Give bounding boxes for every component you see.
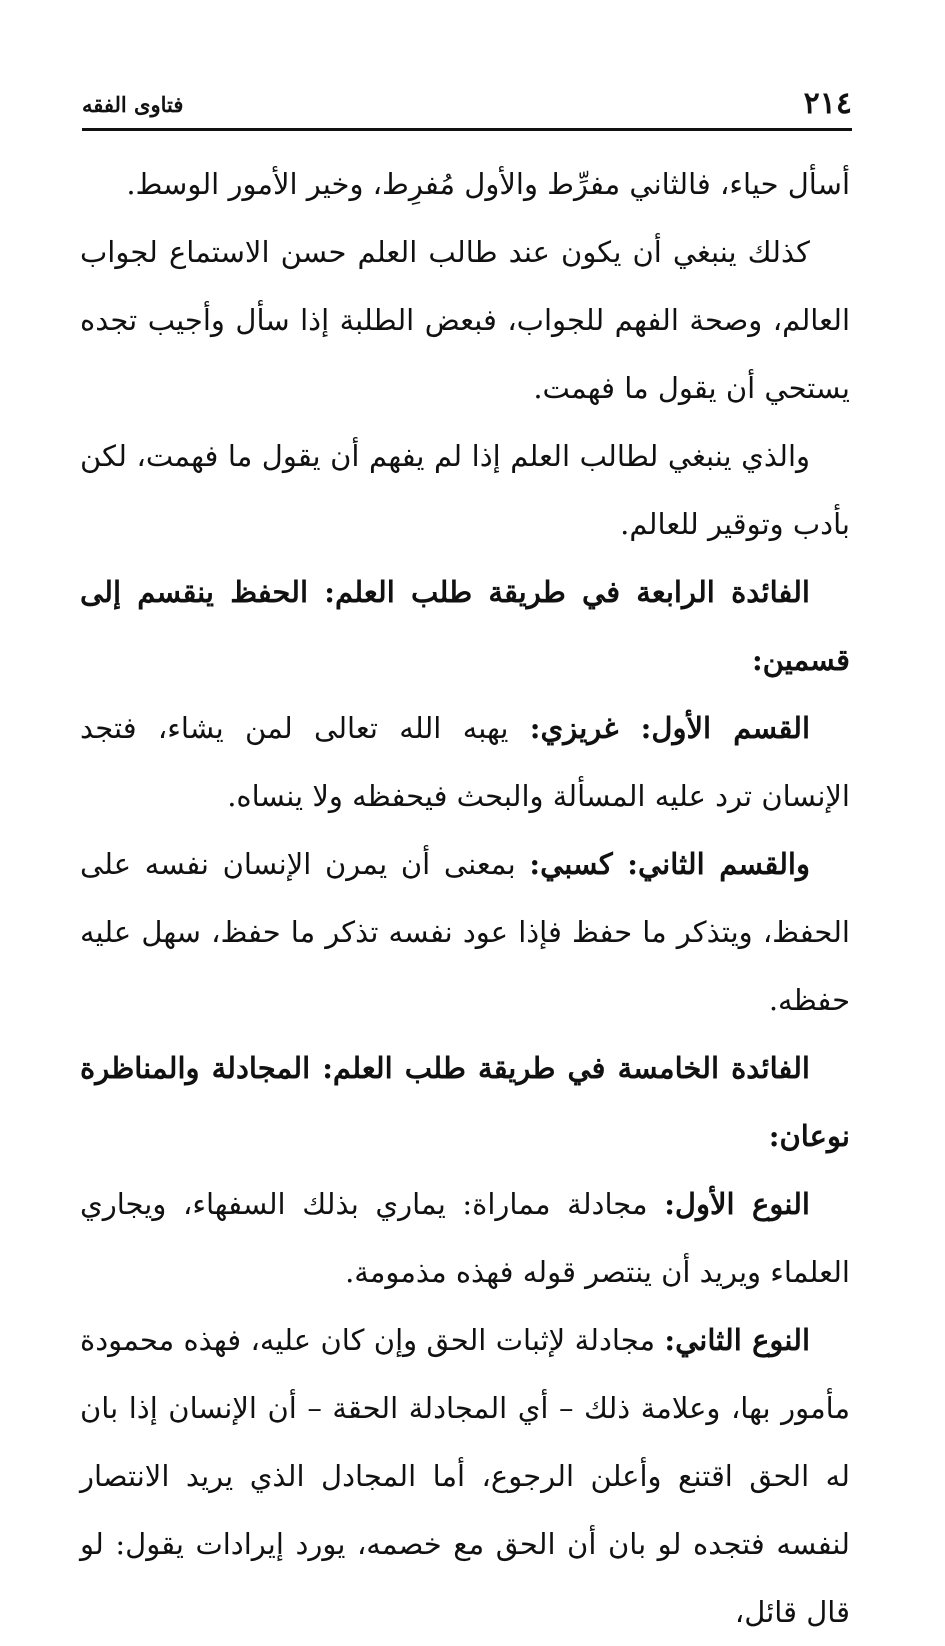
- paragraph: [80, 1170, 850, 1306]
- heading-text: الفائدة الخامسة في طريقة طلب العلم: المجادلة والمناظرة نوعان:: [80, 1051, 850, 1153]
- paragraph-text: يهبه الله تعالى لمن يشاء، فتجد الإنسان ترد عليه المسألة والبحث فيحفظه ولا ينساه.: [80, 711, 850, 813]
- paragraph: [80, 218, 850, 422]
- paragraph-lead: القسم الأول: غريزي:: [529, 711, 811, 745]
- paragraph-continuation: [80, 150, 850, 218]
- body-text: [80, 150, 850, 1646]
- section-heading-benefit-4: [80, 558, 850, 694]
- paragraph-lead: النوع الأول:: [664, 1187, 810, 1221]
- section-heading-benefit-5: [80, 1034, 850, 1170]
- page-number: ٢١٤: [803, 86, 852, 121]
- paragraph: [80, 422, 850, 558]
- header-divider: [82, 128, 852, 131]
- heading-text: الفائدة الرابعة في طريقة طلب العلم: الحفظ ينقسم إلى قسمين:: [80, 575, 850, 677]
- paragraph: [80, 830, 850, 1034]
- paragraph-lead: والقسم الثاني: كسبي:: [529, 847, 810, 881]
- page-header: [82, 86, 852, 126]
- paragraph-text: كذلك ينبغي أن يكون عند طالب العلم حسن الاستماع لجواب العالم، وصحة الفهم للجواب، فبعض الطلبة إذا سأل وأجيب تجده يستحي أن يقول ما فهمت.: [80, 235, 850, 405]
- running-title: فتاوى الفقه: [82, 92, 184, 117]
- paragraph-text: مجادلة لإثبات الحق وإن كان عليه، فهذه محمودة مأمور بها، وعلامة ذلك – أي المجادلة الحقة – أن الإنسان إذا بان له الحق اقتنع وأعلن الرجوع، أما المجادل الذي يريد الانتصار لنفسه فتجده لو بان أن الحق مع خصمه، يورد إيرادات يقول: لو قال قائل،: [80, 1323, 850, 1629]
- paragraph-text: أسأل حياء، فالثاني مفرِّط والأول مُفرِط، وخير الأمور الوسط.: [126, 167, 850, 201]
- paragraph-text: والذي ينبغي لطالب العلم إذا لم يفهم أن يقول ما فهمت، لكن بأدب وتوقير للعالم.: [80, 439, 850, 541]
- paragraph: [80, 1306, 850, 1646]
- paragraph: [80, 694, 850, 830]
- paragraph-lead: النوع الثاني:: [664, 1323, 811, 1357]
- paragraph-text: بمعنى أن يمرن الإنسان نفسه على الحفظ، ويتذكر ما حفظ فإذا عود نفسه تذكر ما حفظ، سهل عليه حفظه.: [80, 847, 850, 1017]
- paragraph-text: مجادلة مماراة: يماري بذلك السفهاء، ويجاري العلماء ويريد أن ينتصر قوله فهذه مذمومة.: [80, 1187, 850, 1289]
